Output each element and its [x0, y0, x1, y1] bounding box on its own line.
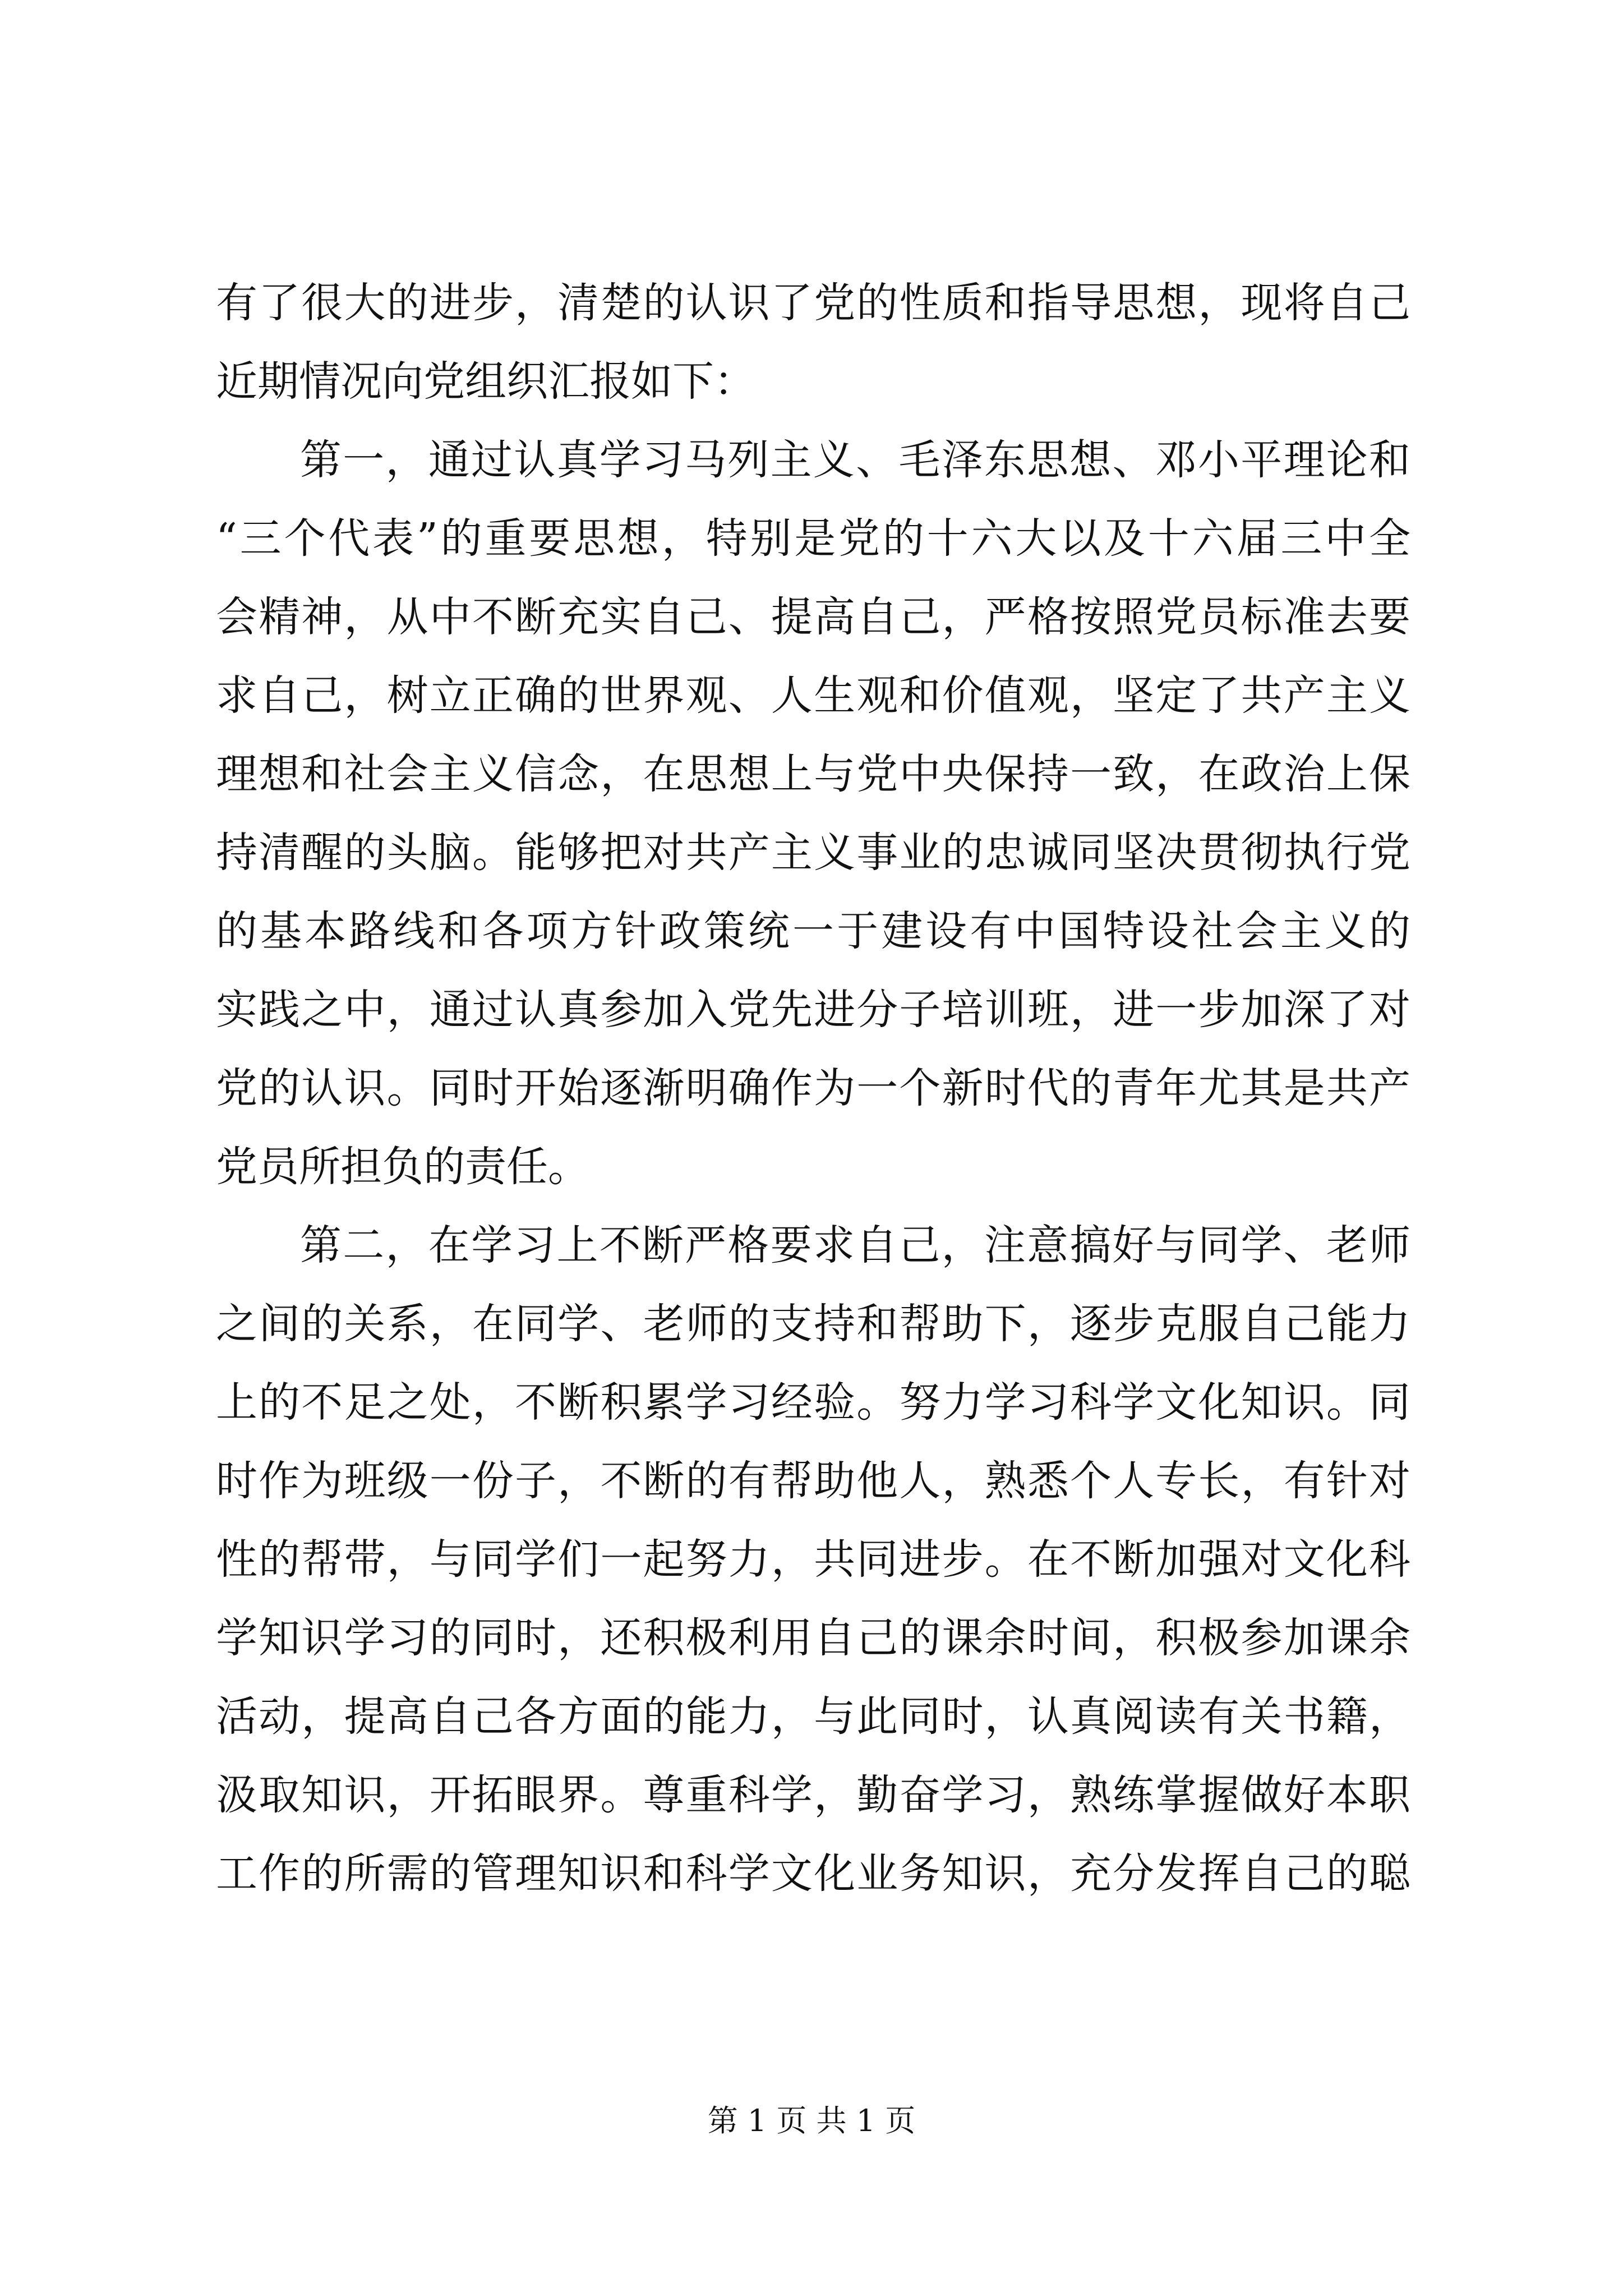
text-line: 党的认识。同时开始逐渐明确作为一个新时代的青年尤其是共产 [216, 1064, 1410, 1112]
text-line: 性的帮带，与同学们一起努力，共同进步。在不断加强对文化科 [216, 1535, 1410, 1584]
paragraph-start-line: 第一，通过认真学习马列主义、毛泽东思想、邓小平理论和 [300, 436, 1410, 484]
text-line: 会精神，从中不断充实自己、提高自己，严格按照党员标准去要 [216, 593, 1410, 641]
text-line: 活动，提高自己各方面的能力，与此同时，认真阅读有关书籍， [216, 1692, 1410, 1741]
text-line: 时作为班级一份子，不断的有帮助他人，熟悉个人专长，有针对 [216, 1457, 1410, 1505]
text-line: 持清醒的头脑。能够把对共产主义事业的忠诚同坚决贯彻执行党 [216, 829, 1410, 877]
text-line: 工作的所需的管理知识和科学文化业务知识，充分发挥自己的聪 [216, 1849, 1410, 1898]
text-line: 求自己，树立正确的世界观、人生观和价值观，坚定了共产主义 [216, 671, 1410, 720]
page-number-footer: 第 1 页 共 1 页 [707, 2103, 916, 2138]
text-line: 学知识学习的同时，还积极利用自己的课余时间，积极参加课余 [216, 1614, 1410, 1662]
text-line: 党员所担负的责任。 [216, 1143, 589, 1191]
text-line: 理想和社会主义信念，在思想上与党中央保持一致，在政治上保 [216, 750, 1410, 798]
text-line: 之间的关系，在同学、老师的支持和帮助下，逐步克服自己能力 [216, 1300, 1410, 1348]
text-line: 汲取知识，开拓眼界。尊重科学，勤奋学习，熟练掌握做好本职 [216, 1771, 1410, 1819]
text-line: 实践之中，通过认真参加入党先进分子培训班，进一步加深了对 [216, 986, 1410, 1034]
text-line: 的基本路线和各项方针政策统一于建设有中国特设社会主义的 [216, 907, 1410, 955]
text-line: “三个代表”的重要思想，特别是党的十六大以及十六届三中全 [216, 514, 1410, 563]
text-line: 有了很大的进步，清楚的认识了党的性质和指导思想，现将自己 [216, 279, 1410, 327]
text-line: 近期情况向党组织汇报如下： [216, 357, 755, 406]
text-line: 上的不足之处，不断积累学习经验。努力学习科学文化知识。同 [216, 1378, 1410, 1427]
paragraph-start-line: 第二，在学习上不断严格要求自己，注意搞好与同学、老师 [300, 1221, 1410, 1269]
